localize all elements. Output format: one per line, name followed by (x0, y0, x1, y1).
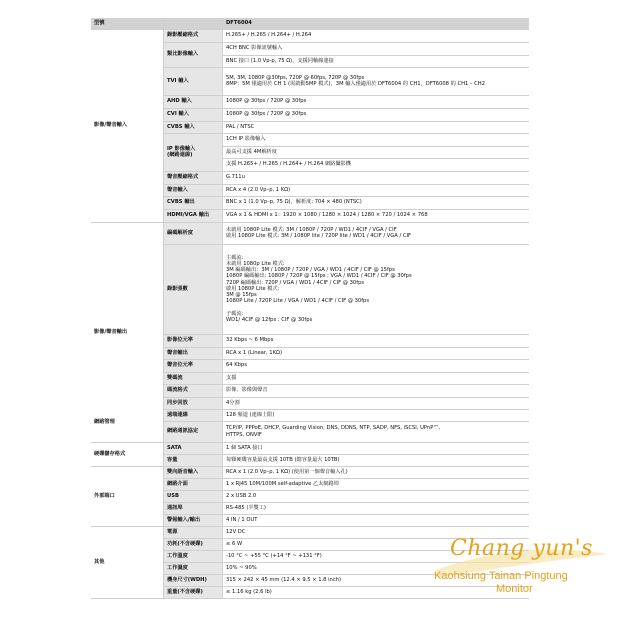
row-value: -10 °C ~ +55 °C (+14 °F ~ +131 °F) (223, 550, 530, 562)
row-value: 1CH IP 影像輸入 (223, 133, 530, 146)
row-label: 重量(不含硬碟) (164, 586, 223, 598)
row-label: TVI 輸入 (164, 67, 223, 95)
row-value: 1080P @ 30fps / 720P @ 30fps (223, 108, 530, 121)
row-label: 同步回放 (164, 397, 223, 409)
model-value: DFT6004 (223, 18, 530, 29)
row-value: 5M, 3M, 1080P @30fps, 720P @ 60fps, 720P @ 30fps 8MP：5M 僅適用於 CH 1 (需啟動5MP 模式)，3M 輸入僅適用於 DFT6004 的 CH1，DFT6008 的 CH1 – CH2 (223, 67, 530, 95)
row-label: 聲音位元率 (164, 359, 223, 372)
watermark-product: Monitor (496, 583, 533, 595)
row-value: 1080P @ 30fps / 720P @ 30fps (223, 95, 530, 108)
row-value: 每顆硬碟容量最高支援 10TB (總容量最大 10TB) (223, 454, 530, 466)
row-value: ≤ 1.16 kg (2.6 lb) (223, 586, 530, 598)
row-label: 工作溫度 (164, 550, 223, 562)
row-label: USB (164, 490, 223, 502)
row-label: 警報輸入/輸出 (164, 514, 223, 526)
row-label: AHD 輸入 (164, 95, 223, 108)
row-label: 電源 (164, 526, 223, 538)
row-value: BNC x 1 (1.0 Vp–p, 75 Ω)，解析度: 704 × 480 (NTSC) (223, 196, 530, 209)
row-label: 雙向語音輸入 (164, 466, 223, 478)
row-value: 1 x RJ45 10M/100M self-adaptive 乙太網路埠 (223, 478, 530, 490)
row-label: 編碼解析度 (164, 222, 223, 244)
row-value: 64 Kbps (223, 359, 530, 372)
row-value: ≤ 6 W (223, 538, 530, 550)
section-video-audio-input: 影像/聲音輸入 (91, 29, 164, 222)
row-value: 最高可支援 4M解析度 (223, 146, 530, 158)
row-label: 類比影像輸入 (164, 42, 223, 67)
row-label: 影像位元率 (164, 334, 223, 347)
section-external-ports: 外部端口 (91, 466, 164, 526)
watermark-swoosh (426, 520, 616, 610)
row-value: RCA x 1 (Linear, 1KΩ) (223, 347, 530, 359)
row-value: G.711u (223, 171, 530, 184)
row-label: CVBS 輸入 (164, 121, 223, 133)
watermark-brand: Chang yun's (450, 536, 593, 561)
row-value: 128 頻道 (連線上限) (223, 409, 530, 421)
row-value: 4CH BNC 影像訊號輸入 (223, 42, 530, 55)
row-label: IP 影像輸入 (網路連線) (164, 133, 223, 171)
row-value: 影像、影像與聲音 (223, 384, 530, 397)
row-value: BNC 接口 (1.0 Vp-p, 75 Ω)，支援同軸線連接 (223, 55, 530, 67)
row-value: 未啟用 1080P Lite 模式: 3M / 1080P / 720P / WD1 / 4CIF / VGA / CIF 啟用 1080P Lite 模式: 3M / 1080P lite / 720P lite / WD1 / 4CIF / VGA / CIF (223, 222, 530, 244)
row-label: 遠端連線 (164, 409, 223, 421)
row-value: 主碼流: 未啟用 1080p Lite 模式: 3M 編碼輸出：3M / 1080P / 720P / VGA / WD1 / 4CIF / CIF @ 15fps 1080P 編碼輸出: 1080P / 720P @ 15fps ; VGA / WD1 / 4CIF / CIF @ 30fps 720P 編碼輸出: 720P / VGA / WD1 / 4CIF / CIF @ 30fps 啟用 1080P Lite 模式: 3M @ 15fps 1080P Lite / 720P Lite / VGA / WD1 / 4CIF / CIF @ 30fps 子碼流: WD1/ 4CIF @ 12fps ; CIF @ 30fps (223, 244, 530, 334)
row-label: CVBS 輸出 (164, 196, 223, 209)
row-label: 網路介面 (164, 478, 223, 490)
table-row (91, 442, 529, 454)
row-value: TCP/IP, PPPoE, DHCP, Guarding Vision, DNS, DDNS, NTP, SADP, NFS, iSCSI, UPnP™, HTTPS, ONVIF (223, 421, 530, 442)
row-label: 碼流格式 (164, 384, 223, 397)
row-value: 12V DC (223, 526, 530, 538)
row-label: 容量 (164, 454, 223, 466)
row-value: RCA x 4 (2.0 Vp–p, 1 KΩ) (223, 184, 530, 196)
table-row (91, 29, 529, 42)
watermark-location: Kaohsiung Tainan Pingtung (434, 570, 568, 582)
row-value: H.265+ / H.265 / H.264+ / H.264 (223, 29, 530, 42)
row-label: SATA (164, 442, 223, 454)
table-row (91, 222, 529, 244)
watermark (426, 520, 616, 610)
row-label: HDMI/VGA 輸出 (164, 209, 223, 222)
row-label: 通訊埠 (164, 502, 223, 514)
row-label: 聲音輸出 (164, 347, 223, 359)
spec-sheet (91, 18, 529, 599)
model-row (91, 18, 529, 29)
row-value: 4分割 (223, 397, 530, 409)
row-label: 聲音輸入 (164, 184, 223, 196)
row-value: 支援 H.265+ / H.265 / H.264+ / H.264 網路攝影機 (223, 158, 530, 171)
row-label: 機身尺寸(WDH) (164, 574, 223, 586)
section-other: 其他 (91, 526, 164, 598)
row-value: 4 IN / 1 OUT (223, 514, 530, 526)
spec-table (91, 18, 529, 599)
row-label: 工作濕度 (164, 562, 223, 574)
row-value: 2 x USB 2.0 (223, 490, 530, 502)
table-row (91, 466, 529, 478)
row-label: CVI 輸入 (164, 108, 223, 121)
row-label: 雙碼流 (164, 372, 223, 384)
row-value: 1 個 SATA 接口 (223, 442, 530, 454)
row-value: RS-485 (半雙工) (223, 502, 530, 514)
row-value: RCA x 1 (2.0 Vp–p, 1 KΩ) (使用第一個聲音輸入孔) (223, 466, 530, 478)
row-label: 功耗(不含硬碟) (164, 538, 223, 550)
row-label: 聲音壓縮格式 (164, 171, 223, 184)
row-value: PAL / NTSC (223, 121, 530, 133)
row-label: 錄影張數 (164, 244, 223, 334)
section-storage: 硬碟儲存格式 (91, 442, 164, 466)
model-label: 型號 (91, 18, 164, 29)
row-label: 網路通訊協定 (164, 421, 223, 442)
row-value: 10% ~ 90% (223, 562, 530, 574)
row-value: VGA x 1 & HDMI x 1：1920 × 1080 / 1280 × 1024 / 1280 × 720 / 1024 × 768 (223, 209, 530, 222)
model-label-cell (164, 18, 223, 29)
row-value: 32 Kbps ~ 6 Mbps (223, 334, 530, 347)
section-network: 網路管理 (94, 419, 115, 425)
row-label: 錄影壓縮格式 (164, 29, 223, 42)
section-video-audio-output: 影像/聲音輸出 (91, 222, 164, 442)
row-value: 315 × 242 × 45 mm (12.4 × 9.5 × 1.8 inch) (223, 574, 530, 586)
row-value: 支援 (223, 372, 530, 384)
